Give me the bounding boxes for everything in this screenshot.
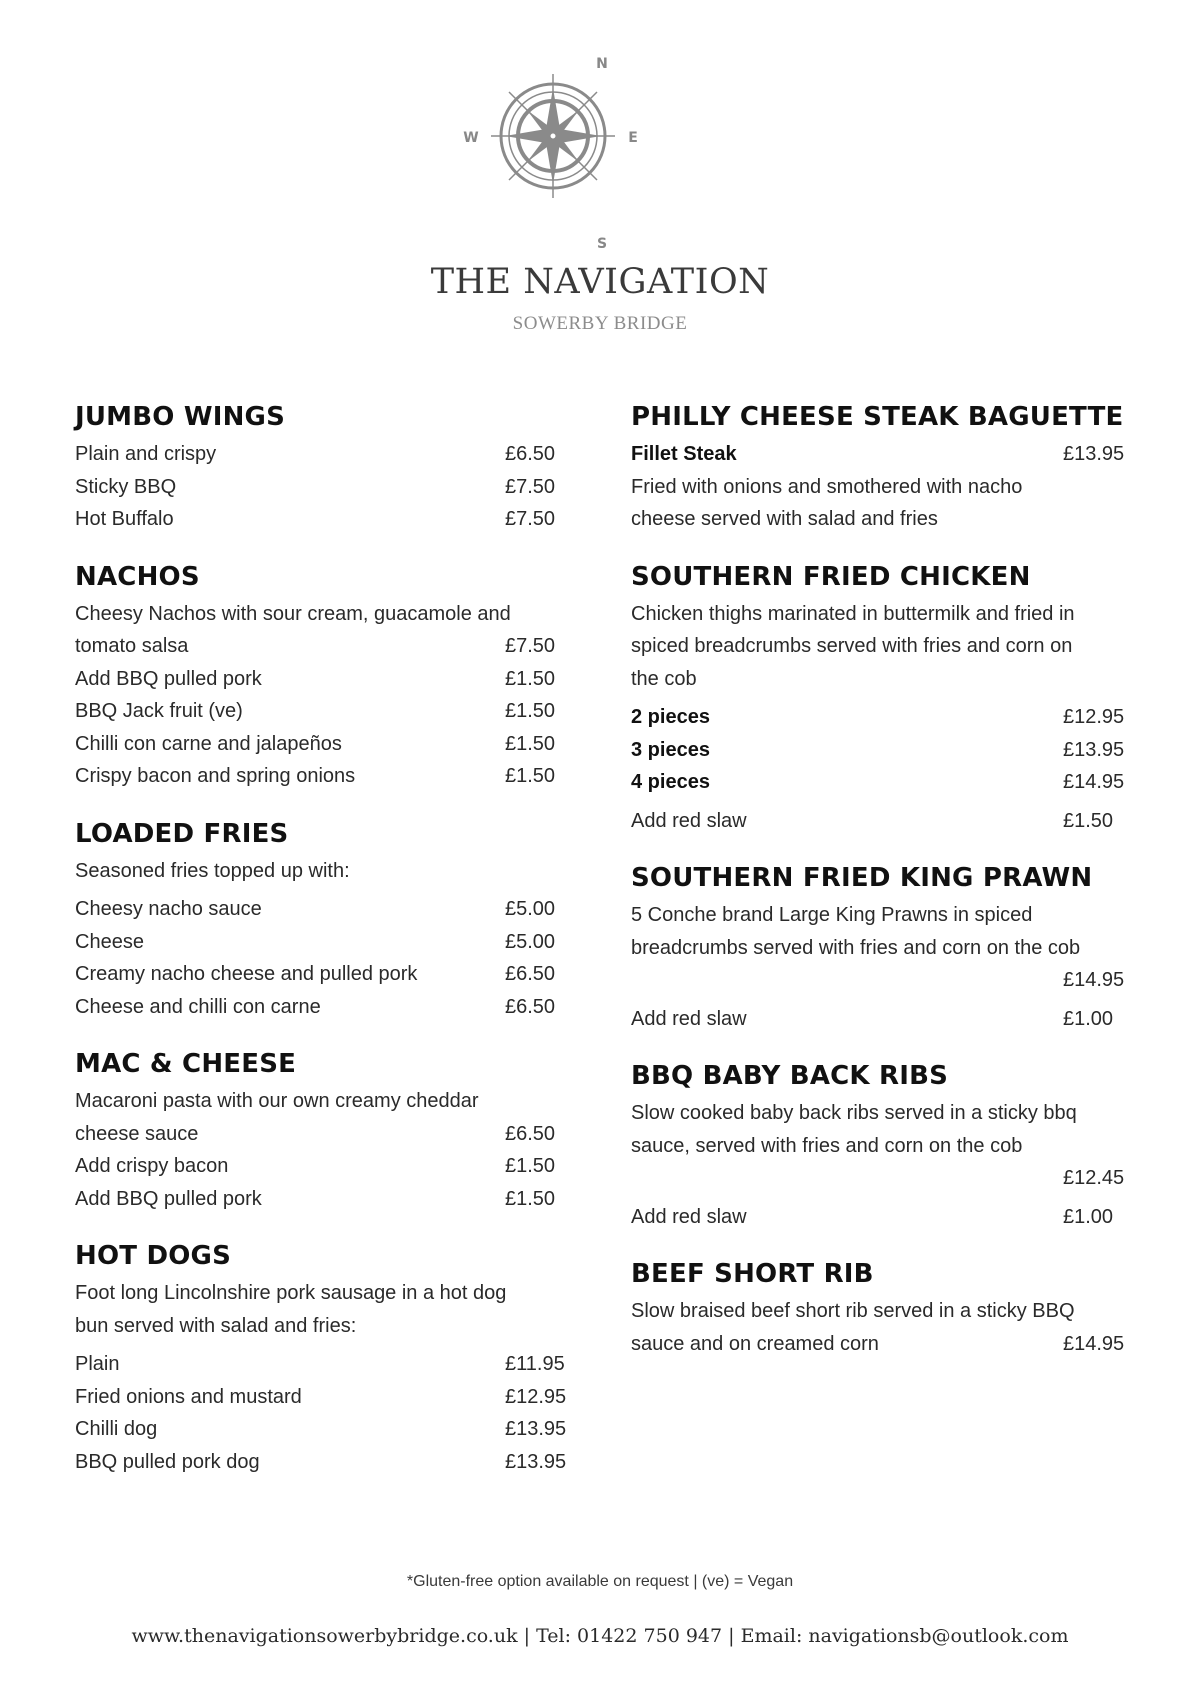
- menu-item: [75, 1183, 565, 1216]
- item-name: Add BBQ pulled pork: [75, 667, 262, 690]
- menu-item: [75, 438, 565, 471]
- left-column: [75, 400, 565, 1502]
- menu-item: [75, 695, 565, 728]
- section-description: cheese served with salad and fries: [631, 508, 938, 530]
- compass-n-label: N: [596, 56, 608, 72]
- item-name: 4 pieces: [631, 771, 710, 793]
- item-price: £7.50: [505, 475, 556, 498]
- section-description: Foot long Lincolnshire pork sausage in a hot dog: [75, 1282, 507, 1304]
- item-price: £12.95: [505, 1385, 567, 1408]
- menu-item: [631, 1162, 1131, 1195]
- item-price: £1.50: [505, 1155, 556, 1177]
- section-description: 5 Conche brand Large King Prawns in spiced: [631, 904, 1033, 926]
- item-name: Plain: [75, 1353, 120, 1375]
- compass-logo-icon: [463, 52, 707, 252]
- section-hot-dogs: [75, 1239, 565, 1478]
- section-description: Fried with onions and smothered with nacho: [631, 475, 1023, 498]
- menu-item: [75, 1150, 565, 1183]
- item-price: £13.95: [1063, 443, 1125, 465]
- item-name: Cheese and chilli con carne: [75, 995, 321, 1018]
- compass-s-label: S: [596, 236, 608, 252]
- item-name: Sticky BBQ: [75, 475, 177, 498]
- menu-item: [75, 1381, 565, 1414]
- item-name: BBQ Jack fruit (ve): [75, 700, 243, 722]
- section-nachos: [75, 560, 565, 793]
- item-price: £1.50: [505, 667, 556, 690]
- section-title: SOUTHERN FRIED KING PRAWN: [631, 863, 1093, 893]
- item-price: £12.95: [1063, 706, 1125, 728]
- section-title: SOUTHERN FRIED CHICKEN: [631, 561, 1031, 592]
- item-price: £5.00: [505, 898, 556, 920]
- section-title: HOT DOGS: [75, 1241, 232, 1271]
- menu-item: [631, 766, 1131, 799]
- menu-item: [75, 503, 565, 536]
- item-name: BBQ pulled pork dog: [75, 1450, 260, 1473]
- item-price: £6.50: [505, 1122, 556, 1145]
- section-bbq-ribs: [631, 1059, 1131, 1233]
- item-name: cheese sauce: [75, 1122, 199, 1145]
- menu-item: [631, 438, 1131, 471]
- item-price: £11.95: [505, 1353, 565, 1375]
- menu-item: [75, 1413, 565, 1446]
- item-price: £1.00: [1063, 1205, 1114, 1228]
- item-price: £1.00: [1063, 1007, 1114, 1030]
- menu-item: [631, 964, 1131, 997]
- compass-w-label: W: [463, 130, 479, 146]
- menu-item: [75, 663, 565, 696]
- item-price: £14.95: [1063, 771, 1125, 793]
- menu-item: [75, 471, 565, 504]
- menu-item: [75, 1118, 565, 1151]
- section-description: Slow cooked baby back ribs served in a sticky bbq: [631, 1102, 1077, 1124]
- section-description: Cheesy Nachos with sour cream, guacamole and: [75, 602, 511, 625]
- item-name: Creamy nacho cheese and pulled pork: [75, 963, 418, 985]
- item-name: Add BBQ pulled pork: [75, 1187, 262, 1210]
- section-king-prawn: [631, 861, 1131, 1035]
- brand-subtitle: SOWERBY BRIDGE: [512, 313, 688, 334]
- item-name: sauce and on creamed corn: [631, 1332, 879, 1355]
- item-price: £7.50: [505, 635, 556, 657]
- menu-item: [75, 958, 565, 991]
- section-title: NACHOS: [75, 561, 200, 592]
- section-title: BBQ BABY BACK RIBS: [631, 1061, 949, 1091]
- item-name: Cheesy nacho sauce: [75, 898, 262, 920]
- section-southern-fried-chicken: [631, 560, 1131, 838]
- item-price: £13.95: [505, 1450, 567, 1473]
- item-price: £1.50: [505, 1187, 556, 1210]
- item-name: 3 pieces: [631, 738, 710, 761]
- item-price: £13.95: [1063, 738, 1125, 761]
- item-name: Fried onions and mustard: [75, 1385, 302, 1408]
- item-name: tomato salsa: [75, 635, 189, 657]
- footer-contact: www.thenavigationsowerbybridge.co.uk | Tel: 01422 750 947 | Email: navigationsb@outlook.com: [131, 1625, 1069, 1647]
- item-price: £14.95: [1063, 969, 1125, 991]
- section-philly-cheese-steak: [631, 400, 1131, 536]
- item-name: Chilli dog: [75, 1418, 158, 1440]
- section-description: bun served with salad and fries:: [75, 1314, 357, 1337]
- menu-item: [631, 1201, 1131, 1234]
- menu-item: [631, 1328, 1131, 1361]
- item-name: Hot Buffalo: [75, 508, 174, 530]
- menu-item: [631, 734, 1131, 767]
- item-price: £1.50: [1063, 809, 1114, 832]
- section-title: LOADED FRIES: [75, 818, 289, 849]
- section-loaded-fries: [75, 817, 565, 1024]
- footer-note: *Gluten-free option available on request | (ve) = Vegan: [406, 1573, 794, 1590]
- brand-title: THE NAVIGATION: [430, 262, 770, 302]
- menu-item: [75, 728, 565, 761]
- item-price: £1.50: [505, 700, 556, 722]
- menu-item: [75, 991, 565, 1024]
- section-description: the cob: [631, 667, 697, 690]
- item-name: Add red slaw: [631, 809, 747, 832]
- section-beef-short-rib: [631, 1257, 1131, 1360]
- menu-item: [75, 1348, 565, 1381]
- item-price: £6.50: [505, 443, 556, 465]
- item-name: Plain and crispy: [75, 443, 217, 465]
- menu-item: [75, 760, 565, 793]
- section-title: PHILLY CHEESE STEAK BAGUETTE: [631, 402, 1124, 432]
- compass-e-label: E: [628, 130, 638, 146]
- menu-item: [631, 1003, 1131, 1036]
- menu-item: [75, 893, 565, 926]
- item-name: Fillet Steak: [631, 443, 737, 465]
- section-description: breadcrumbs served with fries and corn on the cob: [631, 936, 1081, 959]
- section-jumbo-wings: [75, 400, 565, 536]
- menu-item: [75, 926, 565, 959]
- item-price: £6.50: [505, 995, 556, 1018]
- item-name: 2 pieces: [631, 706, 710, 728]
- menu-item: [631, 701, 1131, 734]
- item-name: Add red slaw: [631, 1205, 747, 1228]
- menu-item: [75, 1446, 565, 1479]
- item-price: £14.95: [1063, 1332, 1125, 1355]
- section-description: Macaroni pasta with our own creamy cheddar: [75, 1090, 479, 1112]
- item-name: Add red slaw: [631, 1007, 747, 1030]
- section-title: BEEF SHORT RIB: [631, 1259, 874, 1289]
- section-description: Slow braised beef short rib served in a sticky BBQ: [631, 1300, 1075, 1322]
- section-description: sauce, served with fries and corn on the cob: [631, 1134, 1023, 1157]
- item-price: £1.50: [505, 732, 556, 755]
- item-price: £6.50: [505, 963, 556, 985]
- menu-item: [75, 630, 565, 663]
- right-column: [631, 400, 1131, 1384]
- item-name: Chilli con carne and jalapeños: [75, 732, 342, 755]
- section-title: MAC & CHEESE: [75, 1049, 297, 1079]
- section-mac-cheese: [75, 1047, 565, 1215]
- section-description: Chicken thighs marinated in buttermilk and fried in: [631, 602, 1075, 625]
- item-price: £13.95: [505, 1418, 567, 1440]
- section-description: Seasoned fries topped up with:: [75, 859, 350, 882]
- item-name: Cheese: [75, 930, 144, 953]
- section-description: spiced breadcrumbs served with fries and corn on: [631, 635, 1073, 657]
- menu-item: [631, 805, 1131, 838]
- item-price: £5.00: [505, 930, 556, 953]
- section-title: JUMBO WINGS: [75, 402, 286, 432]
- item-name: Add crispy bacon: [75, 1155, 229, 1177]
- item-name: Crispy bacon and spring onions: [75, 765, 356, 787]
- item-price: £7.50: [505, 508, 556, 530]
- item-price: £12.45: [1063, 1167, 1125, 1189]
- item-price: £1.50: [505, 765, 556, 787]
